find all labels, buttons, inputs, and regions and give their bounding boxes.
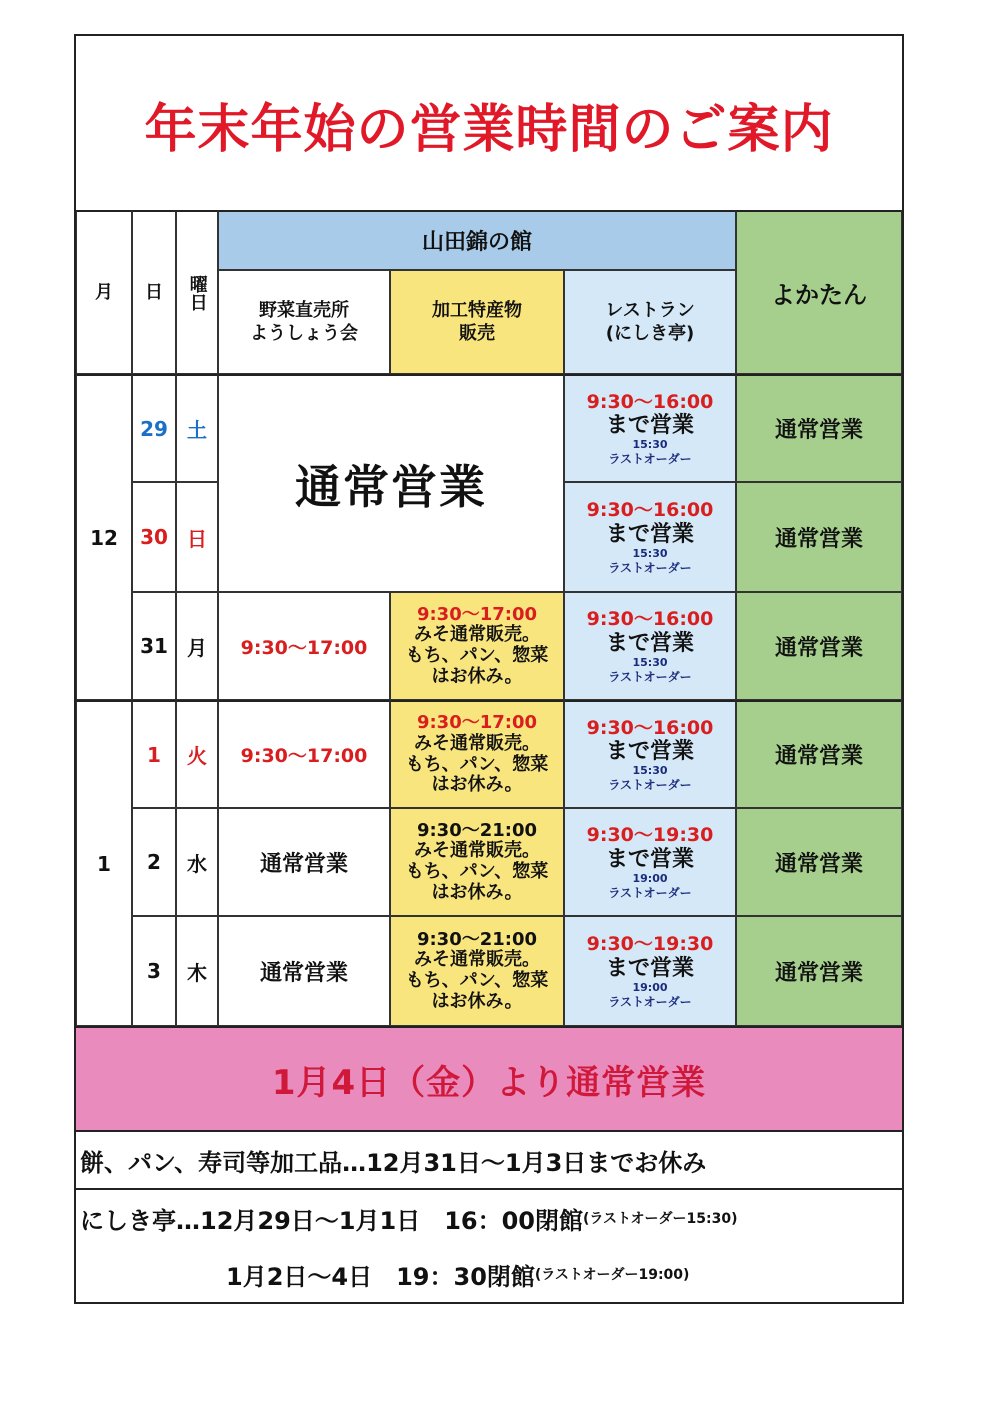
processed-3	[390, 916, 564, 1026]
header-restaurant-label: レストラン (にしき亭)	[605, 299, 695, 344]
header-vegetable	[218, 270, 390, 374]
restaurant-3-lo-label: ラストオーダー	[608, 994, 692, 1009]
restaurant-29-lo-label: ラストオーダー	[608, 452, 692, 467]
processed-2	[390, 808, 564, 916]
header-day: 日	[132, 210, 176, 374]
restaurant-31-text: まで営業	[605, 630, 694, 656]
month-12-cell	[76, 374, 132, 700]
header-processed	[390, 270, 564, 374]
header-restaurant	[564, 270, 736, 374]
restaurant-29-lo-time: 15:30	[632, 438, 668, 452]
header-building	[218, 210, 736, 270]
note-line2-main: にしき亭…12月29日～1月1日 16：00閉館	[80, 1206, 583, 1235]
processed-3-line3: はお休み。	[431, 990, 523, 1012]
processed-3-line1: みそ通常販売。	[414, 949, 540, 971]
header-weekday-label: 曜日	[186, 274, 208, 311]
restaurant-30	[564, 482, 736, 592]
header-vegetable-label: 野菜直売所 ようしょう会	[250, 299, 358, 344]
header-yokatan-label: よかたん	[771, 281, 867, 309]
weekday-31: 月	[176, 592, 218, 700]
merged-normal-business	[218, 374, 564, 592]
restaurant-29-text: まで営業	[605, 413, 694, 439]
processed-31	[390, 592, 564, 700]
month-1-cell	[76, 700, 132, 1026]
yokatan-3: 通常営業	[736, 916, 902, 1026]
header-yokatan	[736, 210, 902, 374]
processed-2-line3: はお休み。	[431, 881, 523, 903]
vegetable-31: 9:30～17:00	[218, 592, 390, 700]
vegetable-3: 通常営業	[218, 916, 390, 1026]
restaurant-29	[564, 374, 736, 482]
processed-31-line2: もち、パン、惣菜	[405, 645, 549, 666]
restaurant-1-lo-label: ラストオーダー	[608, 778, 692, 793]
processed-31-line1: みそ通常販売。	[414, 624, 540, 646]
restaurant-2-text: まで営業	[605, 846, 694, 872]
processed-1-time: 9:30～17:00	[416, 712, 538, 734]
restaurant-2-lo-time: 19:00	[632, 871, 668, 885]
reopen-banner-text: 1月4日（金）より通常営業	[271, 1062, 707, 1103]
restaurant-2	[564, 808, 736, 916]
restaurant-31-lo-time: 15:30	[632, 655, 668, 669]
weekday-30: 日	[176, 482, 218, 592]
yokatan-31: 通常営業	[736, 592, 902, 700]
restaurant-30-time: 9:30～16:00	[586, 499, 714, 522]
vegetable-1: 9:30～17:00	[218, 700, 390, 808]
header-processed-label: 加工特産物 販売	[432, 299, 522, 344]
note-nishikitei-2	[76, 1246, 902, 1302]
restaurant-31-time: 9:30～16:00	[586, 608, 714, 631]
restaurant-3-lo-time: 19:00	[632, 980, 668, 994]
restaurant-29-time: 9:30～16:00	[586, 390, 714, 413]
note-nishikitei-1	[76, 1190, 902, 1246]
header-weekday	[176, 210, 218, 374]
weekday-3: 木	[176, 916, 218, 1026]
weekday-1: 火	[176, 700, 218, 808]
processed-31-line3: はお休み。	[431, 665, 523, 687]
weekday-2: 水	[176, 808, 218, 916]
processed-3-time: 9:30～21:00	[416, 928, 538, 950]
month-1-label: 1	[97, 851, 111, 876]
weekday-29: 土	[176, 374, 218, 482]
restaurant-3-text: まで営業	[605, 955, 694, 981]
processed-2-line2: もち、パン、惣菜	[405, 861, 549, 882]
restaurant-2-lo-label: ラストオーダー	[608, 885, 692, 900]
restaurant-3	[564, 916, 736, 1026]
header-month: 月	[76, 210, 132, 374]
processed-31-time: 9:30～17:00	[416, 603, 538, 625]
processed-2-time: 9:30～21:00	[416, 819, 538, 841]
processed-1	[390, 700, 564, 808]
day-2: 2	[132, 808, 176, 916]
restaurant-30-text: まで営業	[605, 521, 694, 547]
yokatan-2: 通常営業	[736, 808, 902, 916]
note-line3-small: (ラストオーダー19:00)	[534, 1267, 690, 1283]
restaurant-30-lo-time: 15:30	[632, 546, 668, 560]
restaurant-2-time: 9:30～19:30	[586, 824, 714, 847]
yokatan-30: 通常営業	[736, 482, 902, 592]
restaurant-1-lo-time: 15:30	[632, 764, 668, 778]
day-31: 31	[132, 592, 176, 700]
header-building-label: 山田錦の館	[421, 230, 532, 255]
merged-normal-label: 通常営業	[295, 459, 487, 514]
note-line1: 餅、パン、寿司等加工品…12月31日～1月3日までお休み	[80, 1148, 707, 1177]
processed-1-line3: はお休み。	[431, 774, 523, 796]
restaurant-1-time: 9:30～16:00	[586, 716, 714, 739]
yokatan-29: 通常営業	[736, 374, 902, 482]
yokatan-1: 通常営業	[736, 700, 902, 808]
restaurant-1	[564, 700, 736, 808]
reopen-banner	[76, 1026, 902, 1132]
notice-frame	[74, 34, 904, 1304]
vegetable-2: 通常営業	[218, 808, 390, 916]
day-1: 1	[132, 700, 176, 808]
month-12-label: 12	[90, 525, 118, 550]
page-title: 年末年始の営業時間のご案内	[144, 99, 834, 160]
processed-2-line1: みそ通常販売。	[414, 840, 540, 862]
day-30: 30	[132, 482, 176, 592]
restaurant-31	[564, 592, 736, 700]
note-line2-small: (ラストオーダー15:30)	[583, 1211, 738, 1227]
restaurant-30-lo-label: ラストオーダー	[608, 560, 692, 575]
processed-1-line2: もち、パン、惣菜	[405, 753, 549, 775]
day-3: 3	[132, 916, 176, 1026]
processed-1-line1: みそ通常販売。	[414, 732, 540, 754]
day-29: 29	[132, 374, 176, 482]
processed-3-line2: もち、パン、惣菜	[405, 970, 549, 991]
note-line3-main: 1月2日～4日 19：30閉館	[226, 1262, 535, 1291]
restaurant-31-lo-label: ラストオーダー	[608, 669, 692, 684]
restaurant-3-time: 9:30～19:30	[586, 933, 714, 956]
restaurant-1-text: まで営業	[605, 739, 694, 765]
note-processed-goods	[76, 1132, 902, 1190]
